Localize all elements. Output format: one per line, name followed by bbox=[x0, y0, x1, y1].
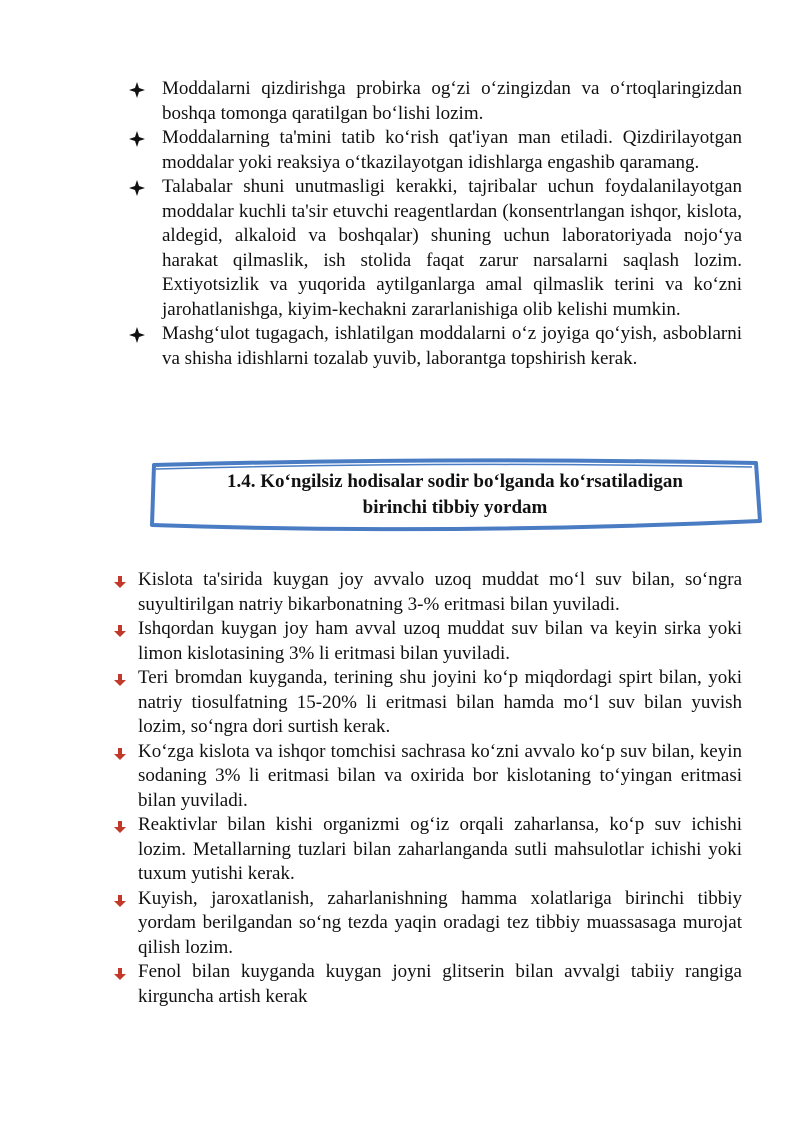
diamond-bullet-icon bbox=[128, 326, 146, 344]
diamond-bullet-icon bbox=[128, 179, 146, 197]
list-item-text: Moddalarning ta'mini tatib ko‘rish qat'iyan man etiladi. Qizdirilayotgan moddalar yoki reaksiya o‘tkazilayotgan idishlarga engashib qaramang. bbox=[162, 127, 742, 173]
list-item-text: Ko‘zga kislota va ishqor tomchisi sachrasa ko‘zni avvalo ko‘p suv bilan, keyin sodaning 3% li eritmasi bilan va oxirida bor kislotaning to‘yingan eritmasi bilan yuviladi. bbox=[138, 740, 742, 811]
list-item bbox=[113, 617, 742, 666]
list-item bbox=[113, 960, 742, 1009]
heading-line-1: 1.4. Ko‘ngilsiz hodisalar sodir bo‘lganda ko‘rsatiladigan bbox=[227, 471, 683, 492]
first-aid-list bbox=[113, 568, 742, 1009]
list-item-text: Ishqordan kuygan joy ham avval uzoq muddat suv bilan va keyin sirka yoki limon kislotasining 3% li eritmasi bilan yuviladi. bbox=[138, 618, 742, 664]
list-item-text: Teri bromdan kuyganda, terining shu joyini ko‘p miqdordagi spirt bilan, yoki natriy tiosulfatning 15-20% li eritmasi bilan hamda mo‘l suv bilan yuvish lozim, so‘ngra dori surtish kerak. bbox=[138, 667, 742, 737]
list-item bbox=[113, 887, 742, 961]
list-item bbox=[113, 740, 742, 814]
down-arrow-bullet-icon bbox=[113, 747, 127, 761]
list-item-text: Kislota ta'sirida kuygan joy avvalo uzoq muddat mo‘l suv bilan, so‘ngra suyultirilgan natriy bikarbonatning 3-% eritmasi bilan yuviladi. bbox=[138, 569, 742, 615]
list-item-text: Talabalar shuni unutmasligi kerakki, tajribalar uchun foydalanilayotgan moddalar kuchli ta'sir etuvchi reagentlardan (konsentrlangan ishqor, kislota, aldegid, alkaloid va boshqalar) shuning uchun laboratoriyada nojo‘ya harakat qilmaslik, ish stolida faqat zarur narsalarni saqlash lozim. Extiyotsizlik va yuqorida aytilganlarga amal qilmaslik terini va ko‘zni jarohatlanishga, kiyim-kechakni zararlanishiga olib kelishi mumkin. bbox=[162, 176, 742, 320]
down-arrow-bullet-icon bbox=[113, 894, 127, 908]
down-arrow-bullet-icon bbox=[113, 624, 127, 638]
diamond-bullet-icon bbox=[128, 130, 146, 148]
down-arrow-bullet-icon bbox=[113, 967, 127, 981]
list-item bbox=[113, 568, 742, 617]
list-item bbox=[113, 813, 742, 887]
section-heading-box bbox=[148, 455, 762, 535]
diamond-bullet-icon bbox=[128, 81, 146, 99]
list-item bbox=[128, 126, 742, 175]
down-arrow-bullet-icon bbox=[113, 820, 127, 834]
down-arrow-bullet-icon bbox=[113, 673, 127, 687]
list-item-text: Kuyish, jaroxatlanish, zaharlanishning hamma xolatlariga birinchi tibbiy yordam berilgandan so‘ng tezda yaqin oradagi tez tibbiy muassasaga murojat qilish lozim. bbox=[138, 887, 742, 958]
list-item bbox=[128, 175, 742, 322]
list-item-text: Mashg‘ulot tugagach, ishlatilgan moddalarni o‘z joyiga qo‘yish, asboblarni va shisha idishlarni tozalab yuvib, laborantga topshirish kerak. bbox=[162, 323, 742, 369]
down-arrow-bullet-icon bbox=[113, 575, 127, 589]
list-item-text: Fenol bilan kuyganda kuygan joyni glitserin bilan avvalgi tabiiy rangiga kirguncha artish kerak bbox=[138, 961, 742, 1007]
safety-rules-list bbox=[128, 77, 742, 371]
list-item-text: Reaktivlar bilan kishi organizmi og‘iz orqali zaharlansa, ko‘p suv ichishi lozim. Metallarning tuzlari bilan zaharlanganda sutli mahsulotlar ichishi yoki tuxum yutishi kerak. bbox=[138, 814, 742, 884]
heading-line-2: birinchi tibbiy yordam bbox=[362, 497, 548, 518]
list-item bbox=[113, 666, 742, 740]
list-item bbox=[128, 77, 742, 126]
list-item bbox=[128, 322, 742, 371]
list-item-text: Moddalarni qizdirishga probirka og‘zi o‘zingizdan va o‘rtoqlaringizdan boshqa tomonga qaratilgan bo‘lishi lozim. bbox=[162, 78, 742, 124]
section-heading bbox=[148, 469, 762, 521]
